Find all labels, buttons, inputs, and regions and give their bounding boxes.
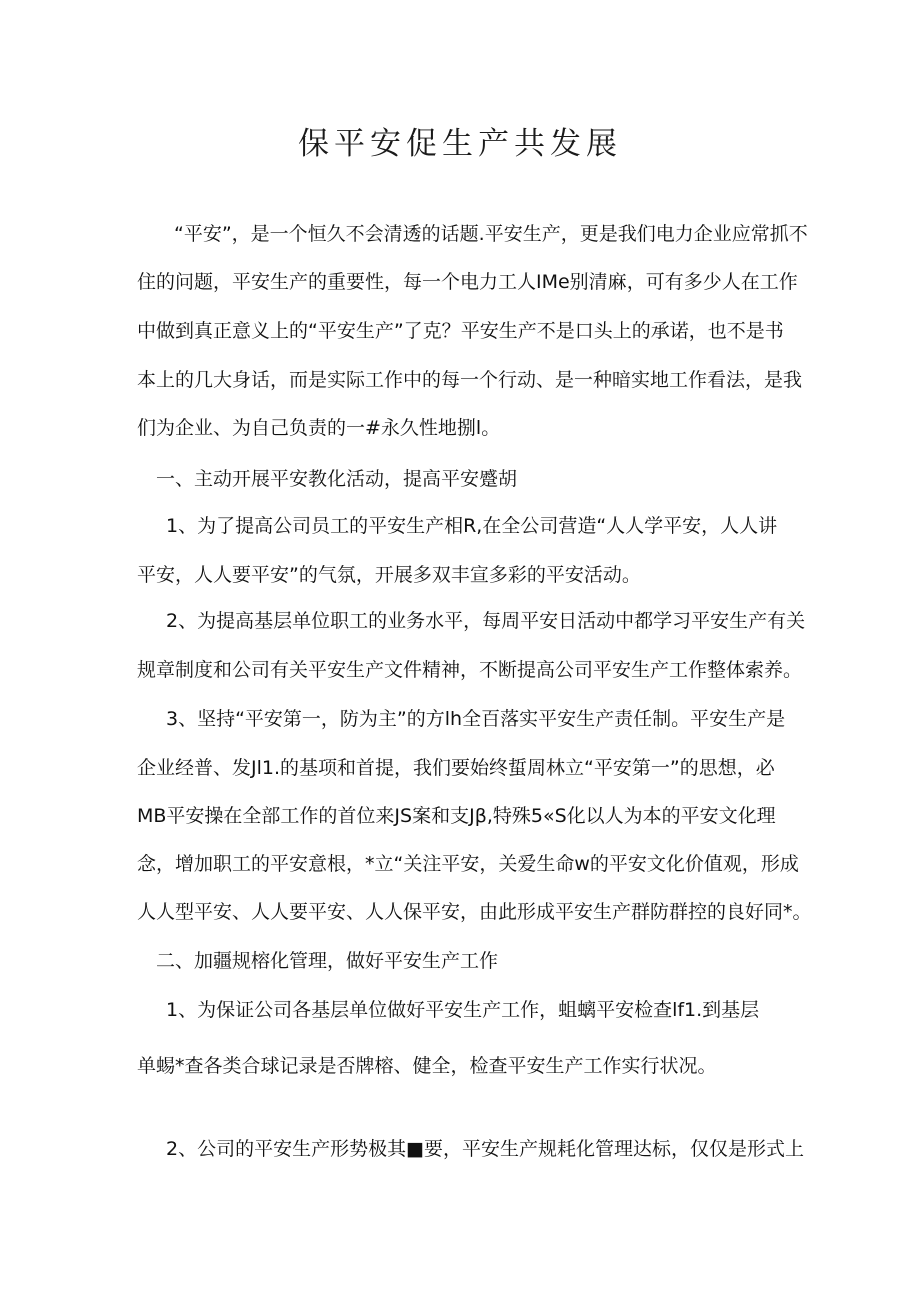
paragraph-line: 2、公司的平安生产形势极其■要，平安生产规耗化管理达标，仅仅是形式上: [166, 1138, 805, 1160]
paragraph-line: 规章制度和公司有关平安生产文件精神，不断提高公司平安生产工作整体索养。: [137, 659, 803, 681]
section-heading: 二、加疆规榕化管理，做好平安生产工作: [156, 950, 499, 972]
paragraph-line: 企业经普、发Jl1.的基项和首提，我们要始终蜇周林立“平安第一”的思想，必: [137, 757, 775, 779]
paragraph-line: 住的问题，平安生产的重要性，每一个电力工人IMe别清麻，可有多少人在工作: [137, 271, 798, 293]
paragraph-line: MB平安操在全部工作的首位来JS案和支Jβ,特殊5«S化以人为本的平安文化理: [137, 805, 776, 827]
paragraph-line: 1、为了提高公司员工的平安生产相R,在全公司营造“人人学平安，人人讲: [166, 515, 778, 537]
paragraph-line: 人人型平安、人人要平安、人人保平安，由此形成平安生产群防群控的良好同*。: [137, 901, 812, 923]
paragraph-line: 1、为保证公司各基层单位做好平安生产工作，蛆螭平安检查lf1.到基层: [166, 999, 760, 1021]
paragraph-line: 本上的几大身话，而是实际工作中的每一个行动、是一种暗实地工作看法，是我: [137, 369, 803, 391]
paragraph-line: “平安”，是一个恒久不会清透的话题.平安生产，更是我们电力企业应常抓不: [174, 223, 808, 245]
paragraph-line: 3、坚持“平安第一，防为主”的方lh全百落实平安生产责任制。平安生产是: [166, 708, 786, 730]
paragraph-line: 单蜴*查各类合球记录是否牌榕、健全，检查平安生产工作实行状况。: [137, 1055, 717, 1077]
paragraph-line: 2、为提高基层单位职工的业务水平，每周平安日活动中都学习平安生产有关: [166, 610, 806, 632]
document-title: 保平安促生产共发展: [298, 126, 622, 162]
paragraph-line: 平安，人人要平安”的气氛，开展多双丰宣多彩的平安活动。: [137, 564, 641, 586]
section-heading: 一、主动开展平安教化活动，提高平安蹙胡: [156, 468, 518, 490]
paragraph-line: 念，增加职工的平安意根，*立“关注平安，关爱生命w的平安文化价值观，形成: [137, 853, 799, 875]
paragraph-line: 们为企业、为自己负责的一#永久性地捌l。: [137, 417, 501, 439]
paragraph-line: 中做到真正意义上的“平安生产”了克？平安生产不是口头上的承诺，也不是书: [137, 320, 784, 342]
